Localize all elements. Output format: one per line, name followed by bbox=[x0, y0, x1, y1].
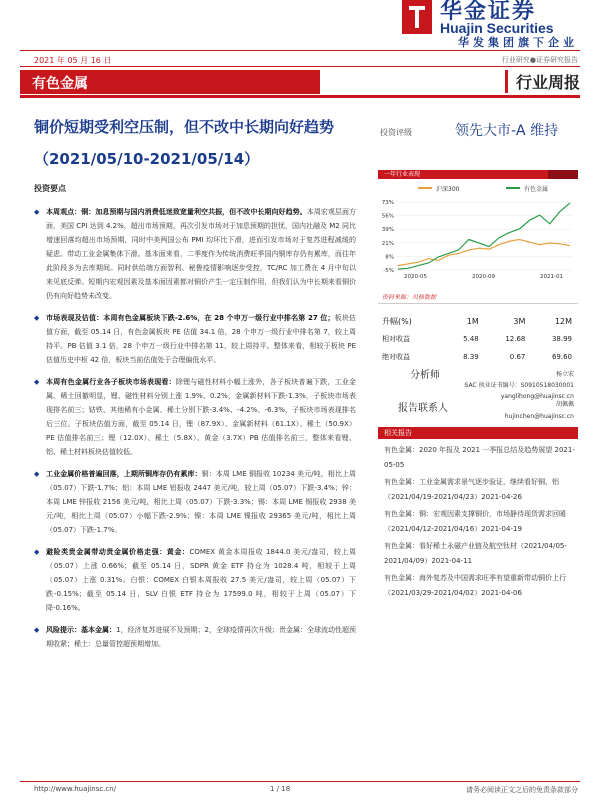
brand-name-en: Huajin Securities bbox=[440, 20, 554, 36]
y-tick-label: -5% bbox=[383, 268, 394, 274]
related-report-item[interactable]: 有色金属：2020 年报及 2021 一季报总结及趋势展望 2021-05-05 bbox=[384, 446, 575, 469]
y-tick-label: 39% bbox=[381, 227, 394, 234]
brand-name-cn: 华金证券 bbox=[440, 0, 537, 24]
analyst-name: 杨立宏 bbox=[555, 371, 574, 378]
chart-x-axis bbox=[404, 274, 563, 280]
key-point-lead: 风险提示：基本金属： bbox=[46, 626, 117, 634]
contact-email[interactable]: hujinchen@huajinsc.cn bbox=[504, 413, 574, 420]
chart-legend bbox=[418, 185, 548, 193]
table-header-row bbox=[382, 312, 578, 330]
related-report-item[interactable]: 有色金属：铜：宏观因素支撑铜价，市场静待现货需求回暖（2021/04/12-2021/04/16）2021-04-19 bbox=[384, 510, 566, 533]
key-point bbox=[34, 311, 356, 367]
contact-name: 胡佩佩 bbox=[555, 401, 574, 408]
key-point-lead: 避险类贵金属带动贵金属价格走强：黄金： bbox=[46, 548, 190, 556]
performance-heading: 一年行业表现 bbox=[378, 170, 578, 179]
rating-value: 领先大市-A 维持 bbox=[455, 123, 559, 139]
x-tick-label: 2020-05 bbox=[404, 274, 427, 280]
legend-label: 有色金属 bbox=[524, 186, 549, 193]
key-point bbox=[34, 545, 356, 615]
y-tick-label: 21% bbox=[381, 240, 394, 247]
analyst-info bbox=[382, 369, 574, 402]
analyst-email[interactable]: yanglihong@huajinsc.cn bbox=[500, 393, 574, 400]
key-point-text: 本周宏观层面方面，美国 CPI 达到 4.2%，超出市场预期，再次引发市场对于加息预期的担忧，国内社融及 M2 同比增速回落均超出市场预期，同时中美两国公布 PMI 均环比下滑，进而引发市场对于复苏进程减缓的疑虑。带动工业金属集体下滑。基本面来看，二季度作为传统消费旺季国内铜库存仍有累库，而往年此阶段多为去库期间。同时供给端方面智利、秘鲁疫情影响逐步受控，TC/RC 加工费在 4 月中旬以来见底反弹。短期内宏观因素及基本面因素都对铜价产生一定压制作用，但我们认为中长期来看铜价仍有向好趋势未改变。 bbox=[46, 208, 357, 300]
y-tick-label: 8% bbox=[385, 254, 394, 261]
table-header-cell: 3M bbox=[513, 316, 526, 326]
table-cell: 8.39 bbox=[463, 353, 479, 361]
related-report-item[interactable]: 有色金属：工业金属需求景气逐步验证，继续看好铜、铝（2021/04/19-2021/04/23）2021-04-26 bbox=[384, 478, 559, 501]
table-cell: 0.67 bbox=[509, 353, 526, 361]
table-cell: 5.48 bbox=[463, 335, 479, 343]
table-header-cell: 升幅(%) bbox=[382, 316, 412, 326]
key-point bbox=[34, 467, 356, 537]
brand-slogan: 华发集团旗下企业 bbox=[458, 36, 578, 49]
key-point-text: 除锂与磁性材料小幅上涨外，各子板块普遍下跌，工业金属、稀土回撤明显，锂、磁性材料分别上涨 1.9%、0.2%，金属新材料下跌-1.3%，子板块市场表现排名前三；钴铁、其他稀有小金属、稀土分别下跌-3.4%、-4.2%、-6.3%，子板块市场表现排名后三位。子板块估值方面，截至 05.14 日，锂（87.9X）、金属新材料（61.1X）、稀土（50.9X）PE 估值排名前三；锂（12.0X）、稀土（5.8X）、黄金（3.7X）PB 估值排名前三，整体来看锂、铝、稀土材料板块估值较低。 bbox=[46, 378, 357, 456]
related-reports-list bbox=[384, 443, 576, 603]
report-category: 行业研究●证券研究报告 bbox=[501, 56, 578, 64]
huajin-logo-icon bbox=[402, 0, 432, 34]
table-cell: 69.60 bbox=[551, 353, 572, 361]
chart-grid bbox=[396, 202, 572, 270]
related-report-item[interactable]: 有色金属：海外复苏及中国需求旺季有望重新带动铜价上行（2021/03/29-2021/04/02）2021-04-06 bbox=[384, 574, 566, 597]
footer-disclaimer: 请务必阅读正文之后的免责条款部分 bbox=[466, 786, 578, 794]
key-point-lead: 市场表现及估值：本周有色金属板块下跌-2.6%，在 28 个申万一级行业中排名第 27 位； bbox=[46, 314, 335, 322]
table-row bbox=[382, 330, 578, 348]
chart-divider bbox=[378, 303, 578, 304]
footer-divider bbox=[20, 781, 580, 782]
key-point bbox=[34, 375, 356, 459]
key-points-body bbox=[34, 205, 356, 659]
series-line bbox=[398, 240, 570, 266]
report-title: 铜价短期受利空压制，但不改中长期向好趋势 bbox=[34, 118, 335, 136]
key-point-text: 1，经济复苏进展不及预期；2，全球疫情再次升级；贵金属：全球流动性超预期收紧；稀土：总量管控超预期增加。 bbox=[46, 626, 357, 648]
analyst-label: 分析师 bbox=[410, 370, 440, 381]
key-points-heading: 投资要点 bbox=[34, 184, 66, 193]
key-point-text: 板块估值方面，截至 05.14 日，有色金属板块 PE 估值 34.1 倍，28 个申万一级行业中排名第 7，较上周持平。PB 估值 3.1 倍，28 个申万一级行业中排名第 11，较上周持平。整体来看，相较于板块 PE 估值历史中枢 42 倍，板块当前估值处于合理偏低水平。 bbox=[46, 314, 356, 364]
y-tick-label: 73% bbox=[381, 200, 394, 206]
report-type: 行业周报 bbox=[505, 70, 580, 93]
key-point-lead: 本周有色金属行业各子板块市场表现看： bbox=[46, 378, 176, 386]
chart-series bbox=[398, 203, 570, 269]
chart-y-axis bbox=[382, 200, 394, 274]
table-row bbox=[382, 348, 578, 366]
performance-chart bbox=[378, 180, 578, 280]
report-date: 2021 年 05 月 16 日 bbox=[34, 56, 112, 65]
header-divider bbox=[20, 50, 580, 51]
y-tick-label: 56% bbox=[381, 213, 394, 220]
key-point-text: 铜：本周 LME 铜报收 10234 美元/吨，相比上周（05.07）下跌-1.7%；铝：本周 LME 铝报收 2447 美元/吨，较上周（05.07）下跌-3.4%；锌：本周 LME 锌报收 2156 美元/吨，相比上周（05.07）下跌-3.3%；锡：本周 LME 锡报收 2938 美元/吨，相比上周（05.07）小幅下跌-2.9%；镍：本周 LME 镍报收 29365 美元/吨，相比上周（05.07）下跌-1.7%。 bbox=[46, 470, 357, 534]
key-point-lead: 本周观点：铜：加息预期与国内消费低迷致宽量利空共振，但不改中长期向好趋势。 bbox=[46, 208, 307, 216]
legend-label: 沪深300 bbox=[436, 186, 460, 193]
x-tick-label: 2020-09 bbox=[472, 274, 495, 280]
contact-label: 报告联系人 bbox=[398, 403, 448, 414]
performance-table bbox=[382, 312, 578, 366]
related-report-item[interactable]: 有色金属：看好稀土永磁产业链及航空钛材（2021/04/05-2021/04/09）2021-04-11 bbox=[384, 542, 567, 565]
table-cell: 绝对收益 bbox=[382, 353, 410, 361]
header-divider-2 bbox=[20, 66, 580, 67]
footer-url[interactable]: http://www.huajinsc.cn/ bbox=[34, 785, 117, 793]
table-cell: 相对收益 bbox=[382, 335, 410, 343]
sector-banner: 有色金属 bbox=[20, 70, 320, 94]
page-number: 1 / 18 bbox=[270, 785, 291, 793]
title-divider bbox=[20, 95, 580, 98]
x-tick-label: 2021-01 bbox=[540, 274, 563, 280]
key-point-lead: 工业金属价格普遍回落，上期所铜库存仍有累库： bbox=[46, 470, 202, 478]
table-header-cell: 12M bbox=[554, 316, 572, 326]
table-cell: 12.68 bbox=[505, 335, 526, 343]
related-reports-heading: 相关报告 bbox=[378, 427, 578, 439]
rating-label: 投资评级 bbox=[380, 128, 412, 137]
key-point-text: COMEX 黄金本周报收 1844.0 美元/盎司，较上周（05.07）上涨 0.66%；截至 05.14 日，SDPR 黄金 ETF 持仓为 1028.4 吨，相较于上周（05.07）上涨 0.31%。白银：COMEX 白银本周报收 27.5 美元/盎司，较上周（05.07）下跌-0.15%；截至 05.14 日，SLV 白银 ETF 持仓为 17599.0 吨，相较于上周（05.07）下降-0.16%。 bbox=[46, 548, 357, 612]
series-line bbox=[398, 203, 570, 269]
table-cell: 38.99 bbox=[551, 335, 572, 343]
table-header-cell: 1M bbox=[466, 316, 479, 326]
chart-source: 资料来源：贝格数据 bbox=[382, 294, 437, 301]
report-period: （2021/05/10-2021/05/14） bbox=[34, 150, 260, 168]
contact-info bbox=[382, 399, 574, 423]
analyst-sac: SAC 执业证书编号：S0910518030001 bbox=[464, 382, 574, 389]
performance-chart-svg bbox=[378, 180, 578, 290]
key-point bbox=[34, 205, 356, 303]
key-point bbox=[34, 623, 356, 651]
